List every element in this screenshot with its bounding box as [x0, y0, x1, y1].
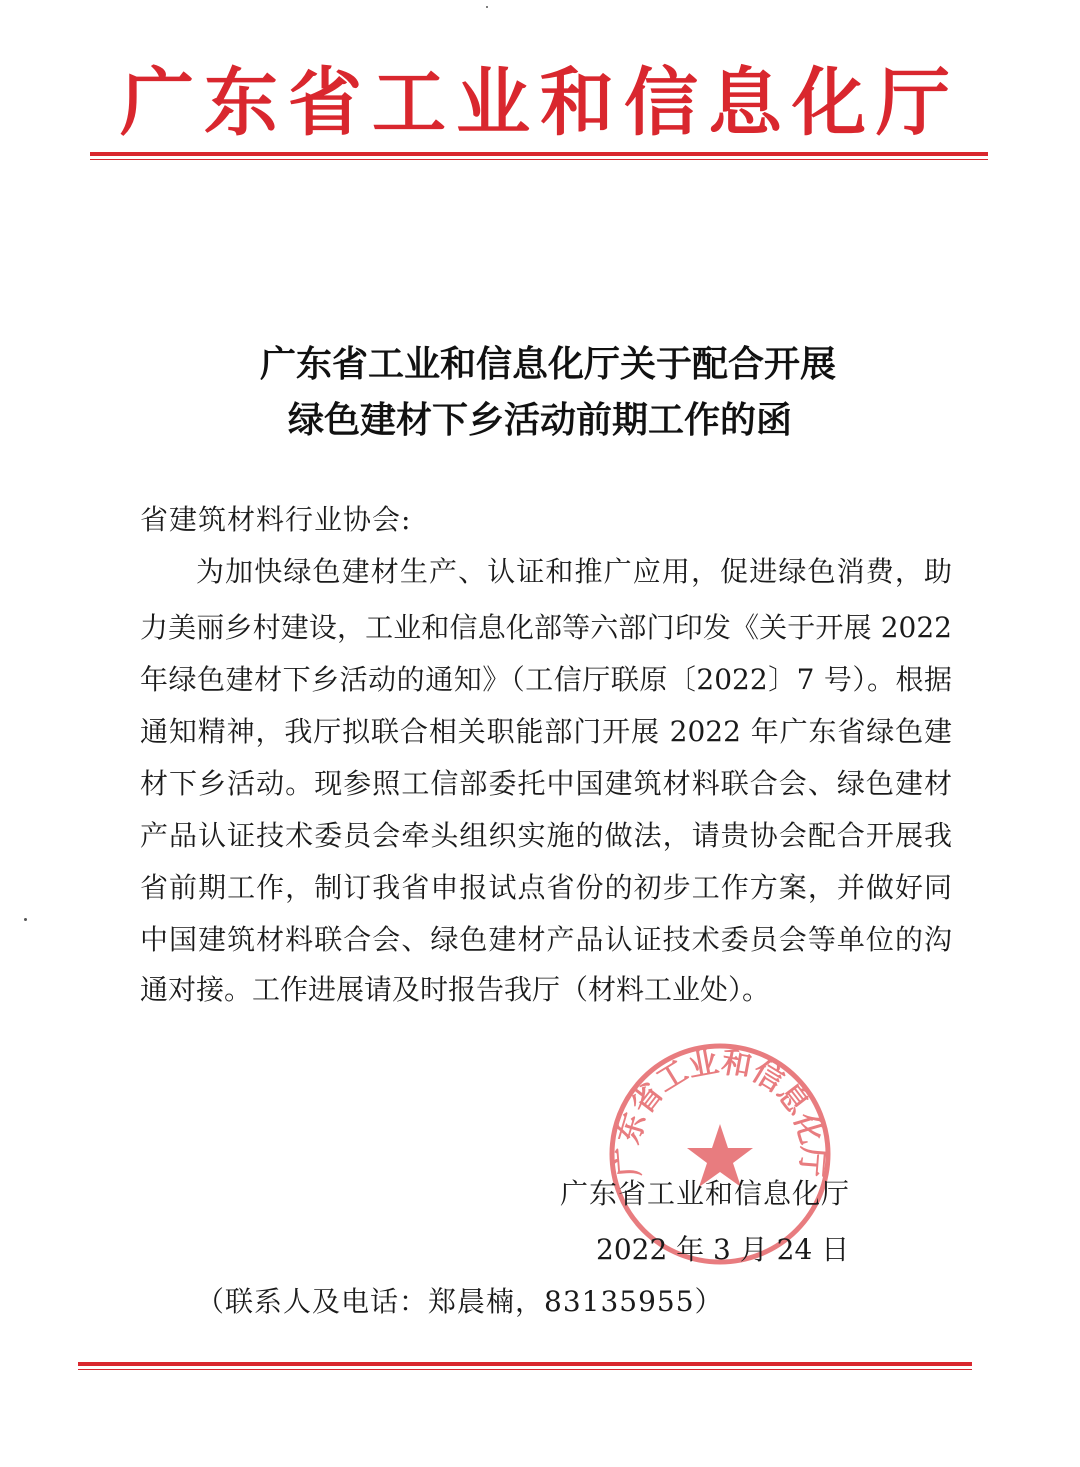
signature: 广东省工业和信息化厅 [560, 1177, 851, 1210]
body-line: 中国建筑材料联合会、绿色建材产品认证技术委员会等单位的沟 [140, 923, 952, 956]
body-line: 省前期工作，制订我省申报试点省份的初步工作方案，并做好同 [140, 871, 952, 904]
body-line: 产品认证技术委员会牵头组织实施的做法，请贵协会配合开展我 [140, 819, 952, 852]
seal-text: 广东省工业和信息化厅 [610, 1044, 830, 1179]
scan-speck [24, 918, 27, 921]
date: 2022 年 3 月 24 日 [596, 1233, 850, 1266]
body-line: 通对接。工作进展请及时报告我厅（材料工业处）。 [140, 973, 771, 1006]
body-line: 力美丽乡村建设，工业和信息化部等六部门印发《关于开展 2022 [140, 611, 952, 644]
body-line: 年绿色建材下乡活动的通知》（工信厅联原〔2022〕7 号）。根据 [140, 663, 952, 696]
masthead-title: 广东省工业和信息化厅 [120, 60, 960, 146]
scan-speck [486, 6, 488, 8]
body-line: 通知精神，我厅拟联合相关职能部门开展 2022 年广东省绿色建 [140, 715, 952, 748]
document-title-line-2: 绿色建材下乡活动前期工作的函 [287, 399, 792, 441]
footer-rule [78, 1362, 972, 1370]
salutation: 省建筑材料行业协会: [140, 503, 412, 536]
document-title-line-1: 广东省工业和信息化厅关于配合开展 [259, 343, 836, 385]
masthead-rule [90, 152, 988, 160]
body-line: 材下乡活动。现参照工信部委托中国建筑材料联合会、绿色建材 [140, 767, 952, 800]
contact-info: （联系人及电话：郑晨楠，83135955） [196, 1285, 724, 1318]
body-line: 为加快绿色建材生产、认证和推广应用，促进绿色消费，助 [196, 555, 952, 588]
